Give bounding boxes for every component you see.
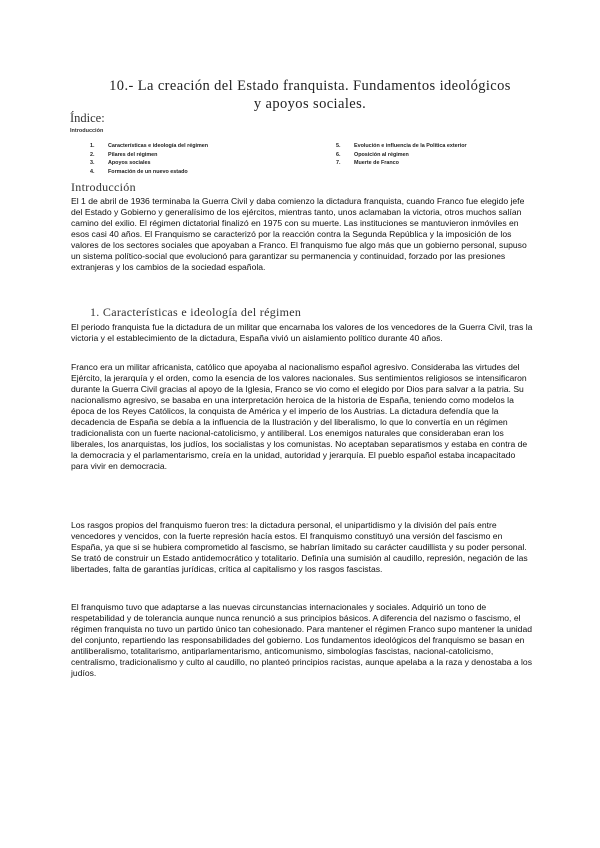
- section-1-paragraph-2: Franco era un militar africanista, católico que apoyaba al nacionalismo español agresivo. Consideraba las virtudes del Ejército, la jerarquía y el orden, como la esencia de los valores nacionales. Sus sentimientos religiosos se intensificaron durante la Guerra Civil gracias al apoyo de la Iglesia, Franco se vio como el elegido por Dios para salvar a la patria. Su nacionalismo agresivo, se basaba en una interpretación heroica de la historia de España, teniendo como modelos la época de los Reyes Católicos, la conquista de América y el imperio de los Austrias. La dictadura defendía que la decadencia de España se debía a la influencia de la Ilustración y del liberalismo, lo que lo convertía en un régimen tradicionalista con un fuerte nacional-catolicismo, y antiliberal. Los enemigos naturales que consideraban eran los liberales, los anarquistas, los judíos, los socialistas y los comunistas. No aceptaban separatismos y estaba en contra de la democracia y el parlamentarismo, creía en la unidad, autoridad y jerarquía. El pueblo español estaba incapacitado para vivir en democracia.: [71, 362, 528, 472]
- toc-left-column: [90, 142, 208, 176]
- toc-item: 6. Oposición al régimen: [336, 151, 409, 158]
- toc-item: 4. Formación de un nuevo estado: [90, 168, 188, 175]
- section-1-heading: 1. Características e ideología del régimen: [90, 305, 302, 319]
- introduction-heading: Introducción: [71, 180, 136, 194]
- index-heading: Índice:: [70, 111, 105, 125]
- title-line-2: y apoyos sociales.: [253, 96, 367, 112]
- section-1-paragraph-3: Los rasgos propios del franquismo fueron tres: la dictadura personal, el unipartidismo y la división del país entre vencedores y vencidos, con la fuerte represión hacía estos. El franquismo constituyó una versión del fascismo en España, ya que si se hubiera comprometido al fascismo, se habrían limitado su carácter caudillista y su poder personal. Se trató de construir un Estado antidemocrático y totalitario. Definía una sumisión al caudillo, represión, negación de las libertades, falta de garantías jurídicas, crítica al capitalismo y los rasgos fascistas.: [71, 520, 528, 575]
- toc-intro-label: Introducción: [70, 128, 104, 134]
- toc-item: 1. Características e ideología del régimen: [90, 143, 209, 149]
- toc-item: 5. Evolución e influencia de la Política exterior: [336, 143, 467, 149]
- toc-item: 7. Muerte de Franco: [336, 160, 399, 167]
- title-line-1: 10.- La creación del Estado franquista. Fundamentos ideológicos: [109, 78, 511, 94]
- page-title: [60, 77, 560, 113]
- section-1-paragraph-1: El periodo franquista fue la dictadura de un militar que encarnaba los valores de los vencedores de la Guerra Civil, tras la victoria y el establecimiento de la dictadura, España vivió un aislamiento político durante 40 años.: [71, 322, 533, 344]
- introduction-paragraph: El 1 de abril de 1936 terminaba la Guerra Civil y daba comienzo la dictadura franquista, cuando Franco fue elegido jefe del Estado y Gobierno y generalísimo de los ejércitos, mientras tanto, unos aclamaban la victoria, otros muchos salían camino del exilio. El régimen dictatorial finalizó en 1975 con su muerte. Las instituciones se mantuvieron inmóviles en esos casi 40 años. El Franquismo se caracterizó por la reacción contra la Segunda República y la imposición de los valores de los sectores sociales que apoyaban a Franco. El franquismo fue algo más que un gobierno personal, supuso un sistema político-social que evolucionó para garantizar su permanencia y continuidad, forzado por las presiones extranjeras y los cambios de la sociedad española.: [71, 196, 527, 273]
- section-1-paragraph-4: El franquismo tuvo que adaptarse a las nuevas circunstancias internacionales y sociales. Adquirió un tono de respetabilidad y de tolerancia aunque nunca renunció a sus principios básicos. A diferencia del nazismo o fascismo, el régimen franquista no tuvo un partido único tan cohesionado. Para mantener el régimen Franco supo mantener la unidad del conjunto, repartiendo las responsabilidades del gobierno. Los fundamentos ideológicos del franquismo se basan en antiliberalismo, totalitarismo, antiparlamentarismo, anticomunismo, simbologías fascistas, nacional-catolicismo, centralismo, tradicionalismo y culto al caudillo, no planteó principios racistas, aunque apelaba a la raza y denostaba a los judíos.: [71, 602, 533, 679]
- toc-item: 2. Pilares del régimen: [90, 151, 158, 158]
- toc-right-column: [336, 142, 467, 168]
- toc-item: 3. Apoyos sociales: [90, 160, 151, 167]
